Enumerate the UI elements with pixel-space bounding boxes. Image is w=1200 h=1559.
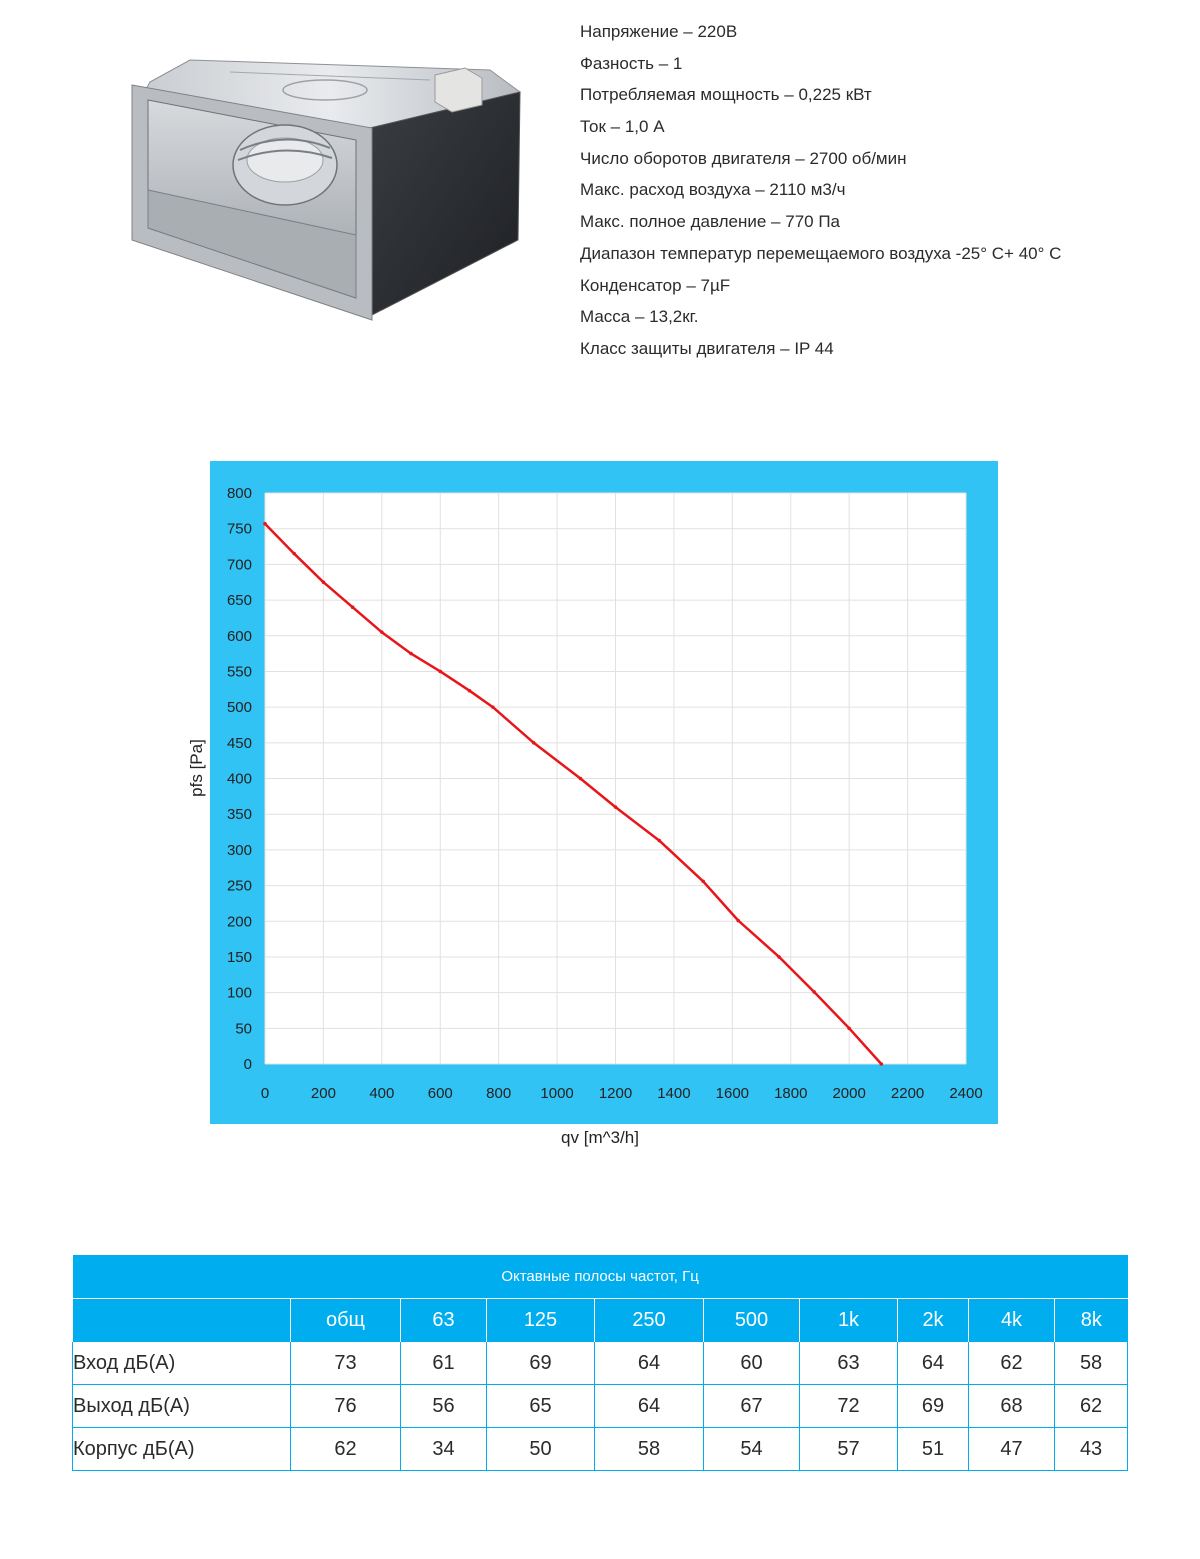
table-cell: 62 [291, 1428, 401, 1471]
spec-capacitor: Конденсатор – 7µF [580, 275, 731, 295]
spec-protection-class: Класс защиты двигателя – IP 44 [580, 338, 834, 358]
table-cell: 64 [898, 1342, 969, 1385]
table-cell: 57 [800, 1428, 898, 1471]
x-tick-label: 1000 [540, 1085, 574, 1102]
curve-point [614, 805, 618, 809]
x-tick-label: 400 [369, 1085, 395, 1102]
y-tick-label: 600 [226, 627, 252, 645]
y-tick-label: 750 [226, 520, 252, 538]
header-blank-cell [73, 1299, 291, 1343]
table-cell: 62 [1055, 1385, 1128, 1428]
curve-point [777, 955, 781, 959]
y-tick-label: 800 [226, 485, 252, 502]
table-cell: 34 [401, 1428, 487, 1471]
fan-product-image [110, 30, 540, 340]
table-row [73, 1342, 1128, 1385]
x-tick-label: 1200 [598, 1085, 633, 1102]
x-tick-label: 600 [427, 1085, 453, 1102]
table-cell: 51 [898, 1428, 969, 1471]
y-tick-label: 200 [226, 913, 252, 931]
row-label: Вход дБ(А) [73, 1342, 291, 1385]
y-axis-label: pfs [Pa] [187, 739, 206, 797]
y-tick-label: 450 [226, 734, 252, 752]
header-band-4k: 4k [969, 1299, 1055, 1343]
y-tick-label: 700 [226, 556, 252, 574]
spec-current: Ток – 1,0 А [580, 117, 665, 137]
curve-point [380, 630, 384, 634]
x-tick-label: 1400 [657, 1085, 691, 1102]
row-label: Корпус дБ(А) [73, 1428, 291, 1471]
table-cell: 76 [291, 1385, 401, 1428]
x-axis-label: qv [m^3/h] [561, 1128, 639, 1147]
x-tick-label: 2000 [832, 1085, 866, 1102]
curve-point [579, 777, 583, 781]
y-tick-label: 250 [226, 877, 252, 895]
curve-point [322, 580, 326, 584]
table-cell: 43 [1055, 1428, 1128, 1471]
y-tick-label: 300 [226, 841, 252, 859]
header-band-500: 500 [704, 1299, 800, 1343]
specifications-list [580, 20, 1061, 369]
x-tick-label: 2400 [949, 1085, 983, 1102]
table-cell: 61 [401, 1342, 487, 1385]
header-band-2k: 2k [898, 1299, 969, 1343]
spec-mass: Масса – 13,2кг. [580, 307, 699, 327]
spec-rpm: Число оборотов двигателя – 2700 об/мин [580, 148, 907, 168]
y-tick-label: 100 [226, 984, 252, 1002]
table-cell: 67 [704, 1385, 800, 1428]
spec-power: Потребляемая мощность – 0,225 кВт [580, 85, 872, 105]
table-cell: 64 [595, 1342, 704, 1385]
table-cell: 62 [969, 1342, 1055, 1385]
spec-max-airflow: Макс. расход воздуха – 2110 м3/ч [580, 180, 846, 200]
pressure-flow-chart [210, 461, 998, 1124]
curve-point [409, 652, 413, 656]
x-tick-label: 1800 [774, 1085, 808, 1102]
table-cell: 58 [1055, 1342, 1128, 1385]
y-tick-label: 550 [226, 663, 252, 681]
table-cell: 72 [800, 1385, 898, 1428]
table-header-row [73, 1299, 1128, 1343]
y-tick-label: 400 [226, 770, 252, 788]
table-cell: 69 [487, 1342, 595, 1385]
y-tick-label: 650 [226, 592, 252, 610]
y-tick-label: 500 [226, 699, 252, 717]
curve-point [263, 522, 267, 526]
curve-point [468, 689, 472, 693]
pressure-flow-chart-frame [210, 461, 998, 1124]
spec-max-pressure: Макс. полное давление – 770 Па [580, 212, 840, 232]
curve-point [491, 705, 495, 709]
spec-phases: Фазность – 1 [580, 53, 683, 73]
y-tick-label: 50 [235, 1020, 252, 1038]
table-cell: 65 [487, 1385, 595, 1428]
y-tick-label: 0 [243, 1056, 252, 1073]
table-cell: 73 [291, 1342, 401, 1385]
header-band-1k: 1k [800, 1299, 898, 1343]
x-tick-label: 1600 [715, 1085, 750, 1102]
octave-noise-table [72, 1255, 1128, 1471]
table-cell: 63 [800, 1342, 898, 1385]
curve-point [438, 670, 442, 674]
table-caption: Октавные полосы частот, Гц [73, 1255, 1128, 1299]
curve-point [812, 990, 816, 994]
table-row [73, 1428, 1128, 1471]
curve-point [658, 839, 662, 843]
x-tick-label: 200 [310, 1085, 336, 1102]
table-cell: 54 [704, 1428, 800, 1471]
header-band-общ: общ [291, 1299, 401, 1343]
curve-point [847, 1027, 851, 1031]
row-label: Выход дБ(А) [73, 1385, 291, 1428]
x-tick-label: 2200 [890, 1085, 925, 1102]
y-tick-label: 150 [226, 948, 252, 966]
table-body [73, 1342, 1128, 1471]
table-cell: 68 [969, 1385, 1055, 1428]
header-band-63: 63 [401, 1299, 487, 1343]
curve-point [736, 919, 740, 923]
spec-voltage: Напряжение – 220В [580, 22, 738, 41]
table-cell: 58 [595, 1428, 704, 1471]
table-cell: 56 [401, 1385, 487, 1428]
table-cell: 64 [595, 1385, 704, 1428]
table-cell: 47 [969, 1428, 1055, 1471]
header-band-250: 250 [595, 1299, 704, 1343]
header-band-125: 125 [487, 1299, 595, 1343]
table-row [73, 1385, 1128, 1428]
curve-point [879, 1062, 883, 1066]
spec-temperature-range: Диапазон температур перемещаемого воздуха -25° С+ 40° С [580, 243, 1062, 263]
x-tick-label: 800 [486, 1085, 512, 1102]
curve-point [532, 741, 536, 745]
table-cell: 50 [487, 1428, 595, 1471]
table-cell: 60 [704, 1342, 800, 1385]
curve-point [351, 605, 355, 609]
y-tick-label: 350 [226, 806, 252, 824]
header-band-8k: 8k [1055, 1299, 1128, 1343]
curve-point [701, 879, 705, 883]
curve-point [292, 552, 296, 556]
x-tick-label: 0 [260, 1085, 270, 1102]
table-cell: 69 [898, 1385, 969, 1428]
